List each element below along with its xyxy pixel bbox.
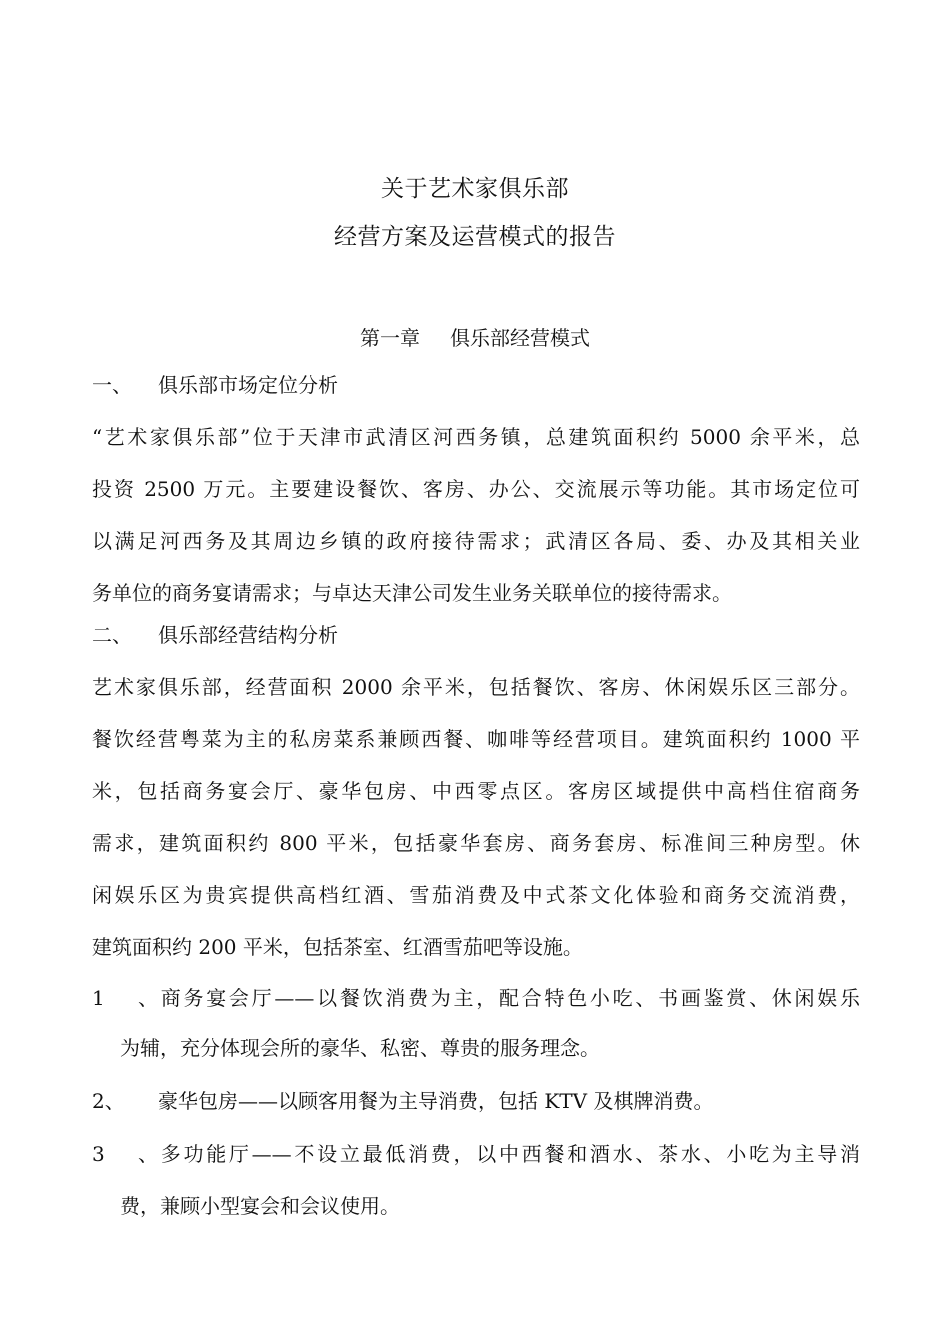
document-title-line-2: 经营方案及运营模式的报告 bbox=[334, 224, 616, 250]
section-1-line: 务单位的商务宴请需求；与卓达天津公司发生业务关联单位的接待需求。 bbox=[92, 581, 732, 605]
section-2-line: 艺术家俱乐部，经营面积 2000 余平米，包括餐饮、客房、休闲娱乐区三部分。 bbox=[92, 675, 860, 699]
section-2-line: 餐饮经营粤菜为主的私房菜系兼顾西餐、咖啡等经营项目。建筑面积约 1000 平 bbox=[92, 727, 860, 751]
section-1-number: 一、 bbox=[92, 373, 132, 397]
chapter-heading bbox=[0, 322, 950, 351]
chapter-name: 俱乐部经营模式 bbox=[450, 326, 590, 350]
list-item-3-continuation: 费，兼顾小型宴会和会议使用。 bbox=[120, 1194, 400, 1218]
section-2-line: 闲娱乐区为贵宾提供高档红酒、雪茄消费及中式茶文化体验和商务交流消费， bbox=[92, 883, 860, 907]
list-item-number: 2、 bbox=[92, 1089, 125, 1113]
section-2-line: 需求，建筑面积约 800 平米，包括豪华套房、商务套房、标准间三种房型。休 bbox=[92, 831, 860, 855]
section-1-line: 投资 2500 万元。主要建设餐饮、客房、办公、交流展示等功能。其市场定位可 bbox=[92, 477, 860, 501]
list-item-text: 多功能厅——不设立最低消费，以中西餐和酒水、茶水、小吃为主导消 bbox=[158, 1142, 860, 1166]
list-item-1-continuation: 为辅，充分体现会所的豪华、私密、尊贵的服务理念。 bbox=[120, 1036, 600, 1060]
list-item-text: 豪华包房——以顾客用餐为主导消费，包括 KTV 及棋牌消费。 bbox=[158, 1089, 714, 1113]
list-item-number: 1、 bbox=[92, 986, 158, 1010]
section-2-line: 米，包括商务宴会厅、豪华包房、中西零点区。客房区域提供中高档住宿商务 bbox=[92, 779, 860, 803]
section-1-line: “艺术家俱乐部”位于天津市武清区河西务镇，总建筑面积约 5000 余平米，总 bbox=[92, 425, 860, 449]
document-title-line-1: 关于艺术家俱乐部 bbox=[381, 176, 569, 202]
section-2-number: 二、 bbox=[92, 623, 132, 647]
list-item-2 bbox=[92, 1087, 860, 1115]
section-1-title: 俱乐部市场定位分析 bbox=[158, 373, 338, 397]
list-item-text: 商务宴会厅——以餐饮消费为主，配合特色小吃、书画鉴赏、休闲娱乐 bbox=[158, 986, 860, 1010]
section-1-heading bbox=[92, 371, 860, 399]
chapter-number: 第一章 bbox=[360, 326, 420, 350]
list-item-number: 3、 bbox=[92, 1142, 158, 1166]
section-2-line: 建筑面积约 200 平米，包括茶室、红酒雪茄吧等设施。 bbox=[92, 935, 583, 959]
list-item-1 bbox=[92, 984, 860, 1012]
section-2-title: 俱乐部经营结构分析 bbox=[158, 623, 338, 647]
section-1-line: 以满足河西务及其周边乡镇的政府接待需求；武清区各局、委、办及其相关业 bbox=[92, 529, 860, 553]
section-2-heading bbox=[92, 621, 860, 649]
list-item-3 bbox=[92, 1140, 860, 1168]
